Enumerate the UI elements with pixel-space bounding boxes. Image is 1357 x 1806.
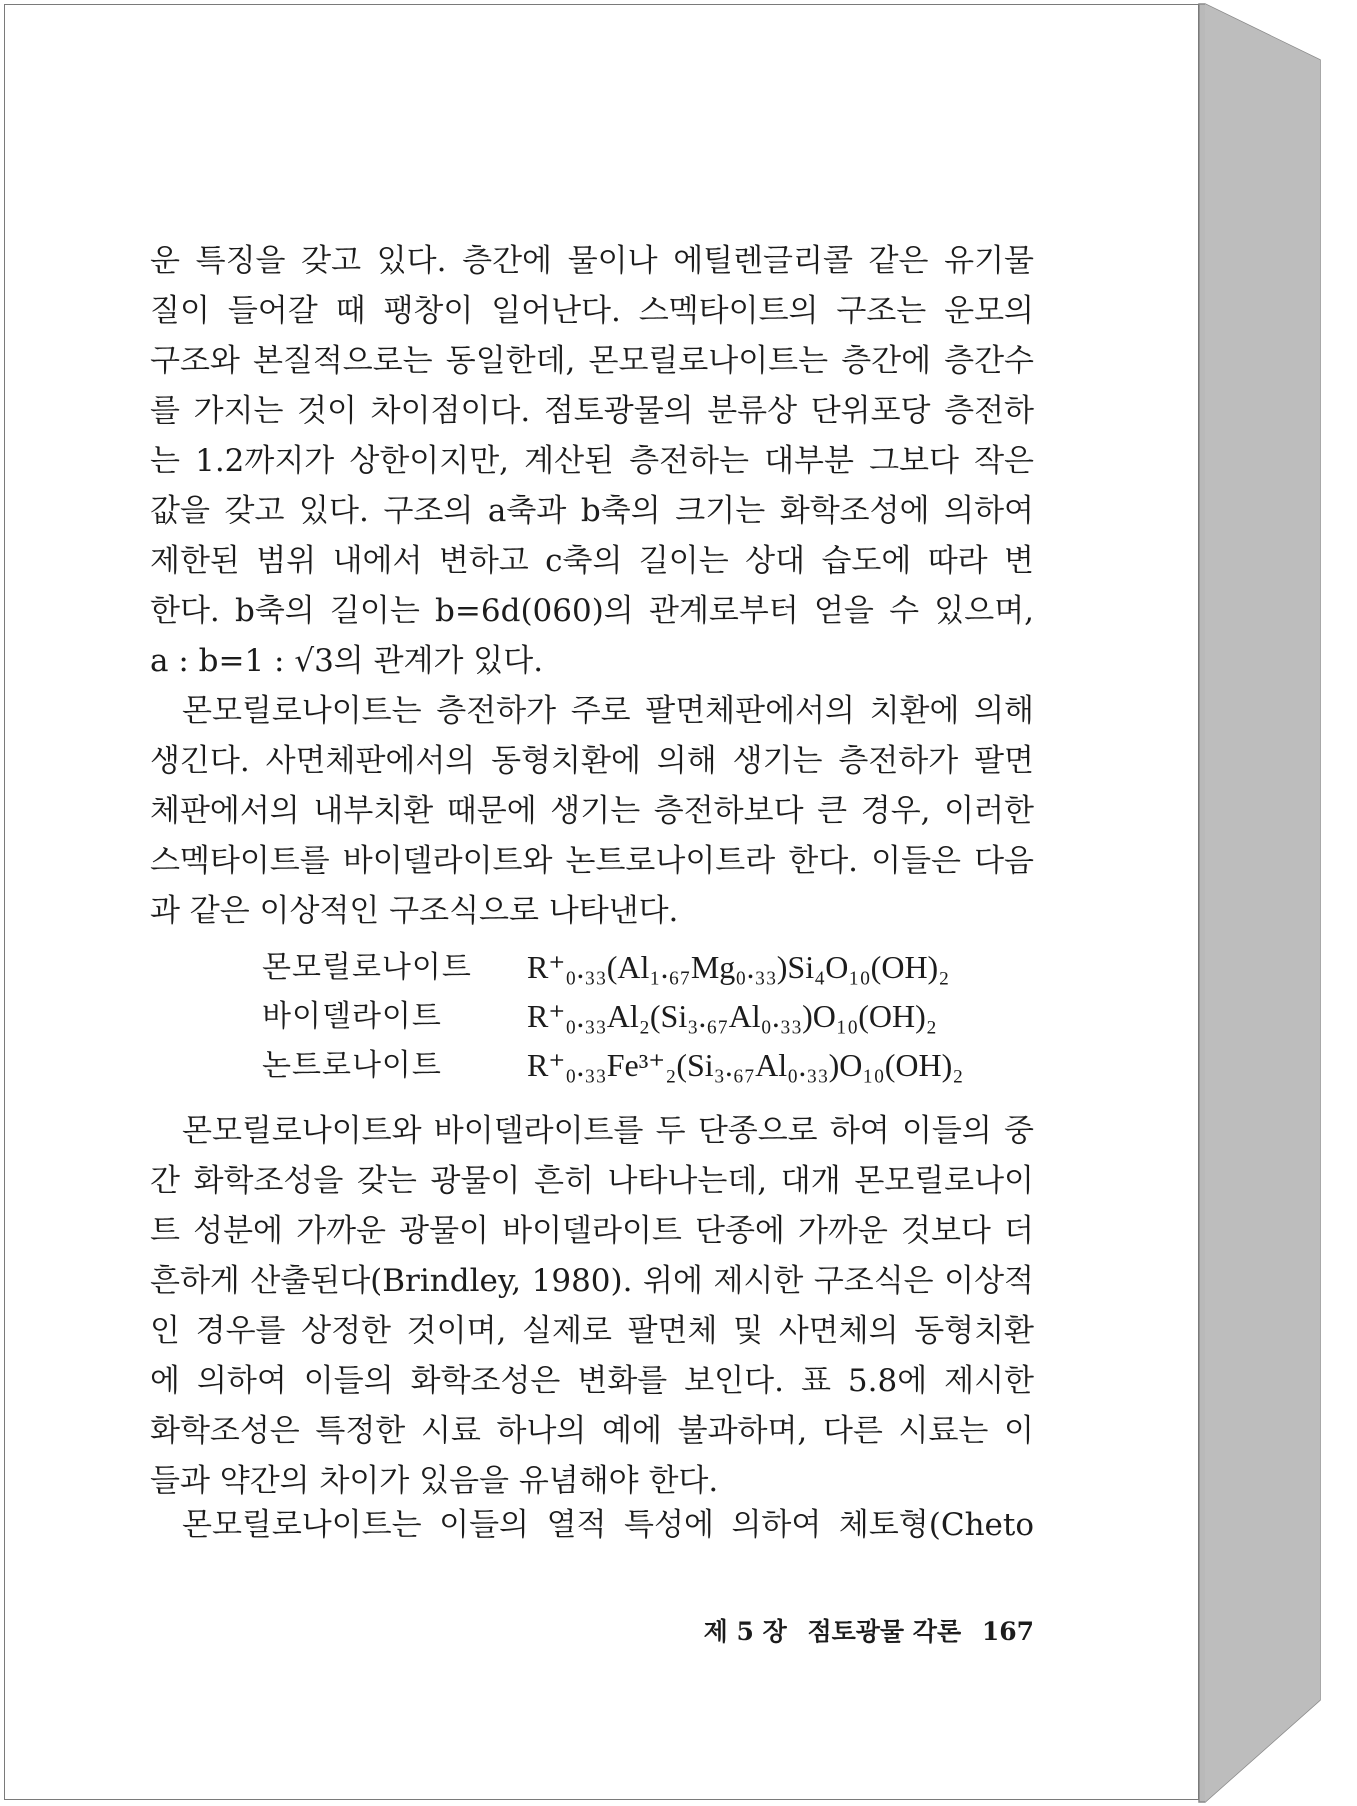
text-line: 생긴다. 사면체판에서의 동형치환에 의해 생기는 층전하가 팔면 [150, 743, 1034, 779]
paragraph-3 [150, 1106, 1034, 1506]
mineral-formula: R⁺₀.₃₃Fe³⁺₂(Si₃.₆₇Al₀.₃₃)O₁₀(OH)₂ [527, 1047, 964, 1083]
text-line: 를 가지는 것이 차이점이다. 점토광물의 분류상 단위포당 층전하 [150, 393, 1034, 429]
text-line: 화학조성은 특정한 시료 하나의 예에 불과하며, 다른 시료는 이 [150, 1413, 1034, 1449]
formula-row [262, 992, 1022, 1041]
text-line: 트 성분에 가까운 광물이 바이델라이트 단종에 가까운 것보다 더 [150, 1213, 1034, 1249]
text-line: 인 경우를 상정한 것이며, 실제로 팔면체 및 사면체의 동형치환 [150, 1313, 1034, 1349]
text-line: 흔하게 산출된다(Brindley, 1980). 위에 제시한 구조식은 이상적 [150, 1263, 1034, 1299]
footer-chapter: 제 5 장 [703, 1617, 787, 1646]
mineral-formula: R⁺₀.₃₃Al₂(Si₃.₆₇Al₀.₃₃)O₁₀(OH)₂ [527, 998, 937, 1034]
text-line: 값을 갖고 있다. 구조의 a축과 b축의 크기는 화학조성에 의하여 [150, 493, 1034, 529]
page-number: 167 [981, 1617, 1034, 1646]
paragraph-4 [150, 1500, 1034, 1550]
formula-row [262, 943, 1022, 992]
text-line: 제한된 범위 내에서 변하고 c축의 길이는 상대 습도에 따라 변 [150, 543, 1034, 579]
paragraph-1 [150, 236, 1034, 936]
footer-title: 점토광물 각론 [807, 1617, 962, 1646]
text-line: 는 1.2까지가 상한이지만, 계산된 층전하는 대부분 그보다 작은 [150, 443, 1034, 479]
text-line: 스멕타이트를 바이델라이트와 논트로나이트라 한다. 이들은 다음 [150, 843, 1034, 879]
formula-row [262, 1041, 1022, 1090]
text-line: 에 의하여 이들의 화학조성은 변화를 보인다. 표 5.8에 제시한 [150, 1363, 1034, 1399]
mineral-name: 바이델라이트 [262, 999, 442, 1034]
mineral-name: 논트로나이트 [262, 1048, 442, 1083]
text-line: 구조와 본질적으로는 동일한데, 몬모릴로나이트는 층간에 층간수 [150, 343, 1034, 379]
text-line: 한다. b축의 길이는 b=6d(060)의 관계로부터 얻을 수 있으며, [150, 593, 1034, 629]
text-line: 들과 약간의 차이가 있음을 유념해야 한다. [150, 1463, 719, 1499]
text-line: 간 화학조성을 갖는 광물이 흔히 나타나는데, 대개 몬모릴로나이 [150, 1163, 1034, 1199]
text-line: 질이 들어갈 때 팽창이 일어난다. 스멕타이트의 구조는 운모의 [150, 293, 1034, 329]
text-line: 체판에서의 내부치환 때문에 생기는 층전하보다 큰 경우, 이러한 [150, 793, 1034, 829]
text-line: a : b=1 : √3의 관계가 있다. [150, 643, 544, 679]
page-footer [600, 1612, 1034, 1648]
text-line: 몬모릴로나이트와 바이델라이트를 두 단종으로 하여 이들의 중 [182, 1113, 1034, 1149]
structural-formula-list [262, 943, 1022, 1090]
text-line: 몬모릴로나이트는 층전하가 주로 팔면체판에서의 치환에 의해 [182, 693, 1034, 729]
text-line: 과 같은 이상적인 구조식으로 나타낸다. [150, 893, 679, 929]
mineral-name: 몬모릴로나이트 [262, 950, 472, 985]
text-line: 몬모릴로나이트는 이들의 열적 특성에 의하여 체토형(Cheto [182, 1507, 1034, 1543]
mineral-formula: R⁺₀.₃₃(Al₁.₆₇Mg₀.₃₃)Si₄O₁₀(OH)₂ [527, 949, 950, 985]
text-line: 운 특징을 갖고 있다. 층간에 물이나 에틸렌글리콜 같은 유기물 [150, 243, 1034, 279]
